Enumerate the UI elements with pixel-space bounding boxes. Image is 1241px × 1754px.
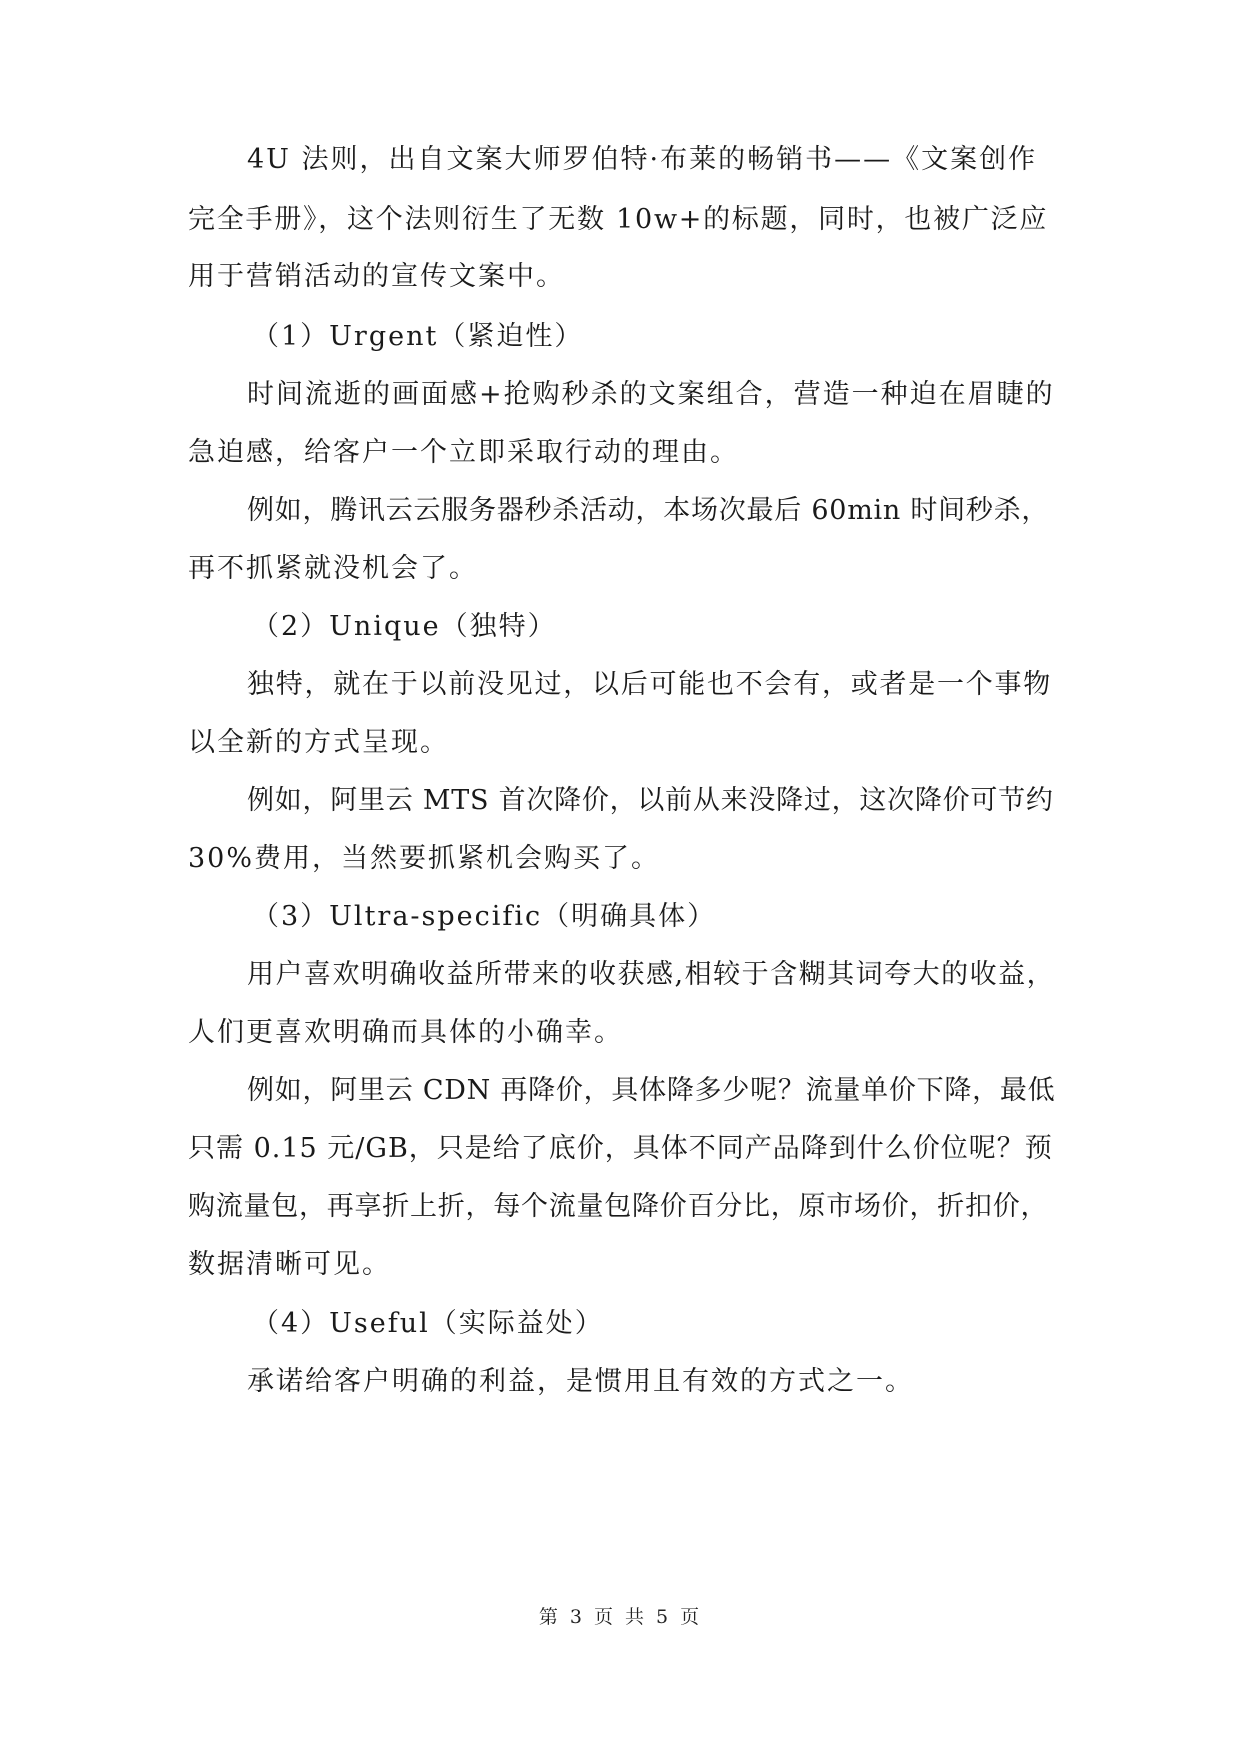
section-3-desc-line-2: 人们更喜欢明确而具体的小确幸。 — [188, 1017, 623, 1048]
section-3-example-line-3: 购流量包，再享折上折，每个流量包降价百分比，原市场价，折扣价， — [188, 1191, 1049, 1222]
section-3-example-line-2: 只需 0.15 元/GB，只是给了底价，具体不同产品降到什么价位呢？预 — [188, 1133, 1053, 1164]
section-3-heading: （3）Ultra-specific（明确具体） — [252, 901, 717, 932]
section-1-desc-line-1: 时间流逝的画面感+抢购秒杀的文案组合，营造一种迫在眉睫的 — [247, 379, 1055, 410]
section-3-example-line-1: 例如，阿里云 CDN 再降价，具体降多少呢？流量单价下降，最低 — [247, 1075, 1056, 1106]
section-2-desc-line-1: 独特，就在于以前没见过，以后可能也不会有，或者是一个事物 — [247, 669, 1052, 700]
section-3-example-line-4: 数据清晰可见。 — [188, 1249, 391, 1280]
intro-line-1: 4U 法则，出自文案大师罗伯特·布莱的畅销书——《文案创作 — [247, 144, 1038, 175]
section-2-example-line-1: 例如，阿里云 MTS 首次降价，以前从来没降过，这次降价可节约 — [247, 785, 1054, 816]
section-1-example-line-1: 例如，腾讯云云服务器秒杀活动，本场次最后 60min 时间秒杀， — [247, 495, 1050, 526]
section-1-example-line-2: 再不抓紧就没机会了。 — [188, 553, 478, 584]
intro-line-3: 用于营销活动的宣传文案中。 — [188, 261, 565, 292]
section-1-desc-line-2: 急迫感，给客户一个立即采取行动的理由。 — [188, 437, 739, 468]
section-2-example-line-2: 30%费用，当然要抓紧机会购买了。 — [188, 843, 661, 874]
section-4-desc-line-1: 承诺给客户明确的利益，是惯用且有效的方式之一。 — [247, 1366, 914, 1397]
section-1-heading: （1）Urgent（紧迫性） — [252, 321, 584, 352]
section-2-desc-line-2: 以全新的方式呈现。 — [188, 727, 449, 758]
page-footer: 第 3 页 共 5 页 — [538, 1606, 703, 1628]
section-3-desc-line-1: 用户喜欢明确收益所带来的收获感,相较于含糊其词夸大的收益， — [247, 959, 1056, 990]
section-2-heading: （2）Unique（独特） — [252, 611, 557, 642]
section-4-heading: （4）Useful（实际益处） — [252, 1308, 604, 1339]
intro-line-2: 完全手册》，这个法则衍生了无数 10w+的标题，同时，也被广泛应 — [188, 204, 1049, 235]
